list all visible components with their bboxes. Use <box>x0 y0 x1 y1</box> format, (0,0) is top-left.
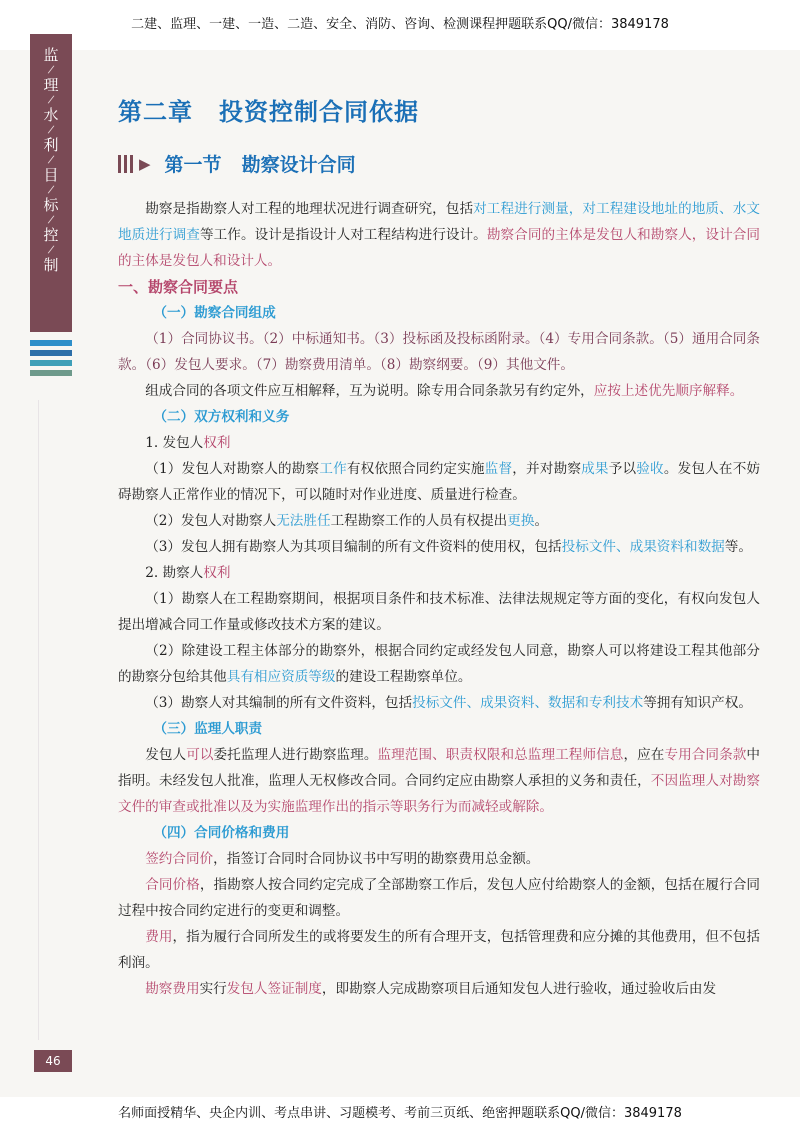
section-bars-icon <box>118 155 133 173</box>
supervisor-paragraph: 发包人可以委托监理人进行勘察监理。监理范围、职责权限和总监理工程师信息，应在专用合同条款中指明。未经发包人批准，监理人无权修改合同。合同约定应由勘察人承担的义务和责任，不因监理人对勘察文件的审查或批准以及为实施监理作出的指示等职务行为而减轻或解除。 <box>118 747 761 815</box>
surveyor-right-1: （1）勘察人在工程勘察期间，根据项目条件和技术标准、法律法规规定等方面的变化，有权向发包人提出增减合同工作量或修改技术方案的建议。 <box>118 591 760 633</box>
side-color-bars <box>30 340 72 380</box>
side-tab-char: 理 <box>43 76 59 94</box>
header-banner: 二建、监理、一建、一造、二造、安全、消防、咨询、检测课程押题联系QQ/微信：3849178 <box>0 0 800 50</box>
surveyor-rights-heading: 2. 勘察人权利 <box>145 565 231 581</box>
chapter-number: 第二章 <box>118 98 193 126</box>
composition-list: （1）合同协议书。（2）中标通知书。（3）投标函及投标函附录。（4）专用合同条款。（5）通用合同条款。（6）发包人要求。（7）勘察费用清单。（8）勘察纲要。（9）其他文件。 <box>118 331 760 373</box>
price-paragraph-4: 勘察费用实行发包人签证制度，即勘察人完成勘察项目后通知发包人进行验收，通过验收后由发 <box>145 981 717 997</box>
heading-contract-composition: （一）勘察合同组成 <box>153 305 276 321</box>
price-paragraph-1: 签约合同价，指签订合同时合同协议书中写明的勘察费用总金额。 <box>145 851 540 867</box>
chapter-name: 投资控制合同依据 <box>219 98 419 126</box>
chapter-title <box>118 92 419 127</box>
heading-supervisor-duties: （三）监理人职责 <box>153 721 263 737</box>
footer-banner: 名师面授精华、央企内训、考点串讲、习题模考、考前三页纸、绝密押题联系QQ/微信：3849178 <box>0 1097 800 1131</box>
side-tab-char: 监 <box>43 46 59 64</box>
section-number: 第一节 <box>164 154 222 176</box>
employer-right-2: （2）发包人对勘察人无法胜任工程勘察工作的人员有权提出更换。 <box>145 513 549 529</box>
surveyor-right-2: （2）除建设工程主体部分的勘察外，根据合同约定或经发包人同意，勘察人可以将建设工程其他部分的勘察分包给其他具有相应资质等级的建设工程勘察单位。 <box>118 643 760 685</box>
intro-paragraph: 勘察是指勘察人对工程的地理状况进行调查研究，包括对工程进行测量，对工程建设地址的地质、水文地质进行调查等工作。设计是指设计人对工程结构进行设计。勘察合同的主体是发包人和勘察人，设计合同的主体是发包人和设计人。 <box>118 201 761 269</box>
employer-right-1: （1）发包人对勘察人的勘察工作有权依照合同约定实施监督，并对勘察成果予以验收。发包人在不妨碍勘察人正常作业的情况下，可以随时对作业进度、质量进行检查。 <box>118 461 761 503</box>
section-arrow-icon: ▶ <box>139 154 151 173</box>
heading-contract-points: 一、勘察合同要点 <box>118 278 239 296</box>
side-tab-char: 利 <box>43 136 59 154</box>
section-title <box>118 150 356 177</box>
side-tab-char: 标 <box>43 196 59 214</box>
employer-rights-heading: 1. 发包人权利 <box>145 435 231 451</box>
employer-right-3: （3）发包人拥有勘察人为其项目编制的所有文件资料的使用权，包括投标文件、成果资料和数据等。 <box>145 539 752 555</box>
side-tab-char: 目 <box>43 166 59 184</box>
margin-divider <box>38 400 39 1040</box>
side-tab-char: 制 <box>43 256 59 274</box>
body-text <box>118 196 760 1002</box>
page-number: 46 <box>34 1050 72 1072</box>
heading-rights-obligations: （二）双方权利和义务 <box>153 409 290 425</box>
price-paragraph-2: 合同价格，指勘察人按合同约定完成了全部勘察工作后，发包人应付给勘察人的金额，包括在履行合同过程中按合同约定进行的变更和调整。 <box>118 877 760 919</box>
surveyor-right-3: （3）勘察人对其编制的所有文件资料，包括投标文件、成果资料、数据和专利技术等拥有知识产权。 <box>145 695 752 711</box>
side-tab-char: 水 <box>43 106 59 124</box>
order-paragraph: 组成合同的各项文件应互相解释，互为说明。除专用合同条款另有约定外，应按上述优先顺序解释。 <box>145 383 744 399</box>
side-tab-char: 控 <box>43 226 59 244</box>
side-tab: 监 / 理 / 水 / 利 / 目 / 标 / 控 / 制 <box>30 34 72 332</box>
price-paragraph-3: 费用，指为履行合同所发生的或将要发生的所有合理开支，包括管理费和应分摊的其他费用，但不包括利润。 <box>118 929 760 971</box>
heading-price-fees: （四）合同价格和费用 <box>153 825 290 841</box>
section-name: 勘察设计合同 <box>241 154 356 176</box>
